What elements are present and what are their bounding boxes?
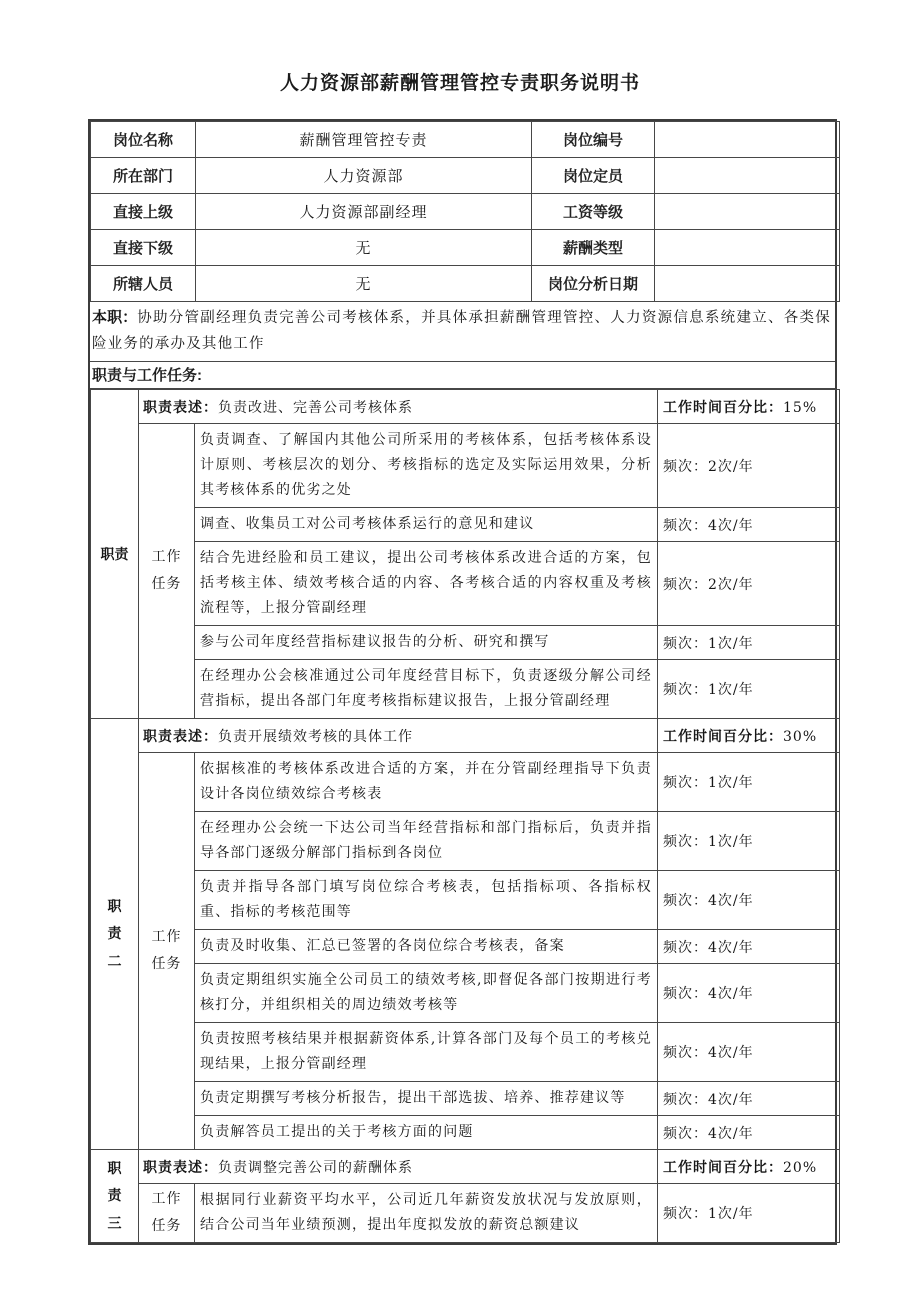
info-value-staff-managed: 无 <box>196 266 532 302</box>
duty3-task-row <box>91 1184 840 1243</box>
duty2-desc-text: 负责开展绩效考核的具体工作 <box>218 728 413 745</box>
info-label-direct-subordinate: 直接下级 <box>91 230 196 266</box>
task-freq-cell <box>658 812 840 871</box>
info-label-wage-grade: 工资等级 <box>532 194 655 230</box>
freq-label: 频次： <box>663 834 708 850</box>
work-task-label: 工作任务 <box>151 549 182 592</box>
freq-value: 4次/年 <box>708 1045 754 1061</box>
task-text: 负责定期组织实施全公司员工的绩效考核,即督促各部门按期进行考核打分，并组织相关的周边绩效考核等 <box>195 964 658 1023</box>
table-row <box>91 158 840 194</box>
time-pct-label: 工作时间百分比： <box>663 1159 783 1176</box>
duty1-desc-cell <box>139 390 658 424</box>
info-value-headcount <box>655 158 840 194</box>
info-value-department: 人力资源部 <box>196 158 532 194</box>
task-freq-cell <box>658 660 840 719</box>
task-text: 调查、收集员工对公司考核体系运行的意见和建议 <box>195 508 658 542</box>
task-text: 结合先进经脸和员工建议，提出公司考核体系改进合适的方案，包括考核主体、绩效考核合适的内容、各考核合适的内容权重及考核流程等，上报分管副经理 <box>195 542 658 626</box>
main-duty-text: 协助分管副经理负责完善公司考核体系，并具体承担薪酬管理管控、人力资源信息系统建立、各类保险业务的承办及其他工作 <box>92 310 831 352</box>
freq-value: 1次/年 <box>708 775 754 791</box>
freq-value: 2次/年 <box>708 576 754 593</box>
duty2-task-row <box>91 871 840 930</box>
info-value-analysis-date <box>655 266 840 302</box>
duty3-work-task-cell <box>139 1184 195 1243</box>
info-label-salary-type: 薪酬类型 <box>532 230 655 266</box>
freq-label: 频次： <box>663 517 708 534</box>
task-text: 依据核准的考核体系改进合适的方案，并在分管副经理指导下负责设计各岗位绩效综合考核表 <box>195 753 658 812</box>
duty3-time-pct-cell <box>658 1150 840 1184</box>
duty2-name <box>91 719 139 1150</box>
duty2-name-text: 职责二 <box>107 898 122 969</box>
task-text: 负责解答员工提出的关于考核方面的问题 <box>195 1116 658 1150</box>
freq-value: 4次/年 <box>708 517 754 534</box>
freq-label: 频次： <box>663 1125 708 1142</box>
task-freq-cell <box>658 1082 840 1116</box>
duty1-task-row <box>91 626 840 660</box>
duty2-task-row <box>91 812 840 871</box>
info-value-direct-superior: 人力资源部副经理 <box>196 194 532 230</box>
page-title: 人力资源部薪酬管理管控专责职务说明书 <box>279 72 640 94</box>
duty1-time-pct-cell <box>658 390 840 424</box>
task-text: 参与公司年度经营指标建议报告的分析、研究和撰写 <box>195 626 658 660</box>
duty3-desc-row <box>91 1150 840 1184</box>
duty3-time-pct-value: 20% <box>783 1159 818 1176</box>
freq-label: 频次： <box>663 635 708 652</box>
freq-label: 频次： <box>663 939 708 956</box>
duty-desc-label: 职责表述： <box>143 1159 218 1176</box>
freq-value: 4次/年 <box>708 1091 754 1108</box>
task-text: 负责并指导各部门填写岗位综合考核表，包括指标项、各指标权重、指标的考核范围等 <box>195 871 658 930</box>
freq-label: 频次： <box>663 682 708 698</box>
duty1-desc-row <box>91 390 840 424</box>
task-freq-cell <box>658 871 840 930</box>
freq-label: 频次： <box>663 576 708 593</box>
freq-label: 频次： <box>663 893 708 909</box>
task-freq-cell <box>658 964 840 1023</box>
info-value-position-name: 薪酬管理管控专责 <box>196 122 532 158</box>
duty2-desc-cell <box>139 719 658 753</box>
main-duty-label: 本职： <box>92 309 138 326</box>
task-freq-cell <box>658 930 840 964</box>
freq-value: 4次/年 <box>708 1125 754 1142</box>
duties-table <box>90 389 840 1243</box>
duty-desc-label: 职责表述： <box>143 399 218 416</box>
duty2-task-row <box>91 1082 840 1116</box>
task-text: 负责定期撰写考核分析报告，提出干部选拔、培养、推荐建议等 <box>195 1082 658 1116</box>
duty1-task-row <box>91 542 840 626</box>
info-value-position-number <box>655 122 840 158</box>
work-task-label: 工作任务 <box>151 1191 182 1234</box>
duty2-task-row <box>91 930 840 964</box>
freq-value: 4次/年 <box>708 893 754 909</box>
duty2-work-task-cell <box>139 753 195 1150</box>
duty1-task-row <box>91 424 840 508</box>
info-value-direct-subordinate: 无 <box>196 230 532 266</box>
section-heading: 职责与工作任务: <box>90 362 835 389</box>
table-row <box>91 230 840 266</box>
freq-value: 1次/年 <box>708 1206 754 1222</box>
freq-value: 1次/年 <box>708 834 754 850</box>
duty-desc-label: 职责表述： <box>143 728 218 745</box>
freq-label: 频次： <box>663 1091 708 1108</box>
info-value-wage-grade <box>655 194 840 230</box>
task-text: 在经理办公会统一下达公司当年经营指标和部门指标后，负责并指导各部门逐级分解部门指标到各岗位 <box>195 812 658 871</box>
job-description-table <box>88 119 837 1245</box>
freq-label: 频次： <box>663 458 708 475</box>
info-value-salary-type <box>655 230 840 266</box>
duty2-time-pct-cell <box>658 719 840 753</box>
task-text: 根据同行业薪资平均水平，公司近几年薪资发放状况与发放原则，结合公司当年业绩预测，提出年度拟发放的薪资总额建议 <box>195 1184 658 1243</box>
duty3-desc-cell <box>139 1150 658 1184</box>
duty2-desc-row <box>91 719 840 753</box>
duty1-task-row <box>91 660 840 719</box>
time-pct-label: 工作时间百分比： <box>663 399 783 416</box>
duty3-name-text: 职责三 <box>107 1160 122 1231</box>
time-pct-label: 工作时间百分比： <box>663 728 783 745</box>
duty1-name-text: 职责 <box>100 546 129 562</box>
info-label-headcount: 岗位定员 <box>532 158 655 194</box>
duty2-time-pct-value: 30% <box>783 728 818 745</box>
duty1-name <box>91 390 139 719</box>
task-freq-cell <box>658 753 840 812</box>
task-freq-cell <box>658 1023 840 1082</box>
position-info-table <box>90 121 840 302</box>
freq-value: 1次/年 <box>708 635 754 652</box>
work-task-label: 工作任务 <box>151 929 182 972</box>
freq-value: 1次/年 <box>708 682 754 698</box>
duty3-name <box>91 1150 139 1243</box>
task-text: 负责按照考核结果并根据薪资体系,计算各部门及每个员工的考核兑现结果，上报分管副经理 <box>195 1023 658 1082</box>
info-label-staff-managed: 所辖人员 <box>91 266 196 302</box>
info-label-direct-superior: 直接上级 <box>91 194 196 230</box>
duty1-task-row <box>91 508 840 542</box>
duty1-desc-text: 负责改进、完善公司考核体系 <box>218 399 413 416</box>
duty2-task-row <box>91 1116 840 1150</box>
info-label-position-name: 岗位名称 <box>91 122 196 158</box>
task-text: 负责调查、了解国内其他公司所采用的考核体系，包括考核体系设计原则、考核层次的划分、考核指标的选定及实际运用效果，分析其考核体系的优劣之处 <box>195 424 658 508</box>
freq-value: 4次/年 <box>708 986 754 1002</box>
task-freq-cell <box>658 1116 840 1150</box>
task-text: 在经理办公会核准通过公司年度经营目标下，负责逐级分解公司经营指标，提出各部门年度考核指标建议报告，上报分管副经理 <box>195 660 658 719</box>
freq-label: 频次： <box>663 775 708 791</box>
task-freq-cell <box>658 1184 840 1243</box>
task-freq-cell <box>658 508 840 542</box>
freq-label: 频次： <box>663 1206 708 1222</box>
freq-label: 频次： <box>663 986 708 1002</box>
table-row <box>91 194 840 230</box>
freq-value: 4次/年 <box>708 939 754 956</box>
duty1-time-pct-value: 15% <box>783 399 818 416</box>
info-label-analysis-date: 岗位分析日期 <box>532 266 655 302</box>
freq-label: 频次： <box>663 1045 708 1061</box>
task-freq-cell <box>658 626 840 660</box>
task-freq-cell <box>658 542 840 626</box>
table-row <box>91 122 840 158</box>
info-label-position-number: 岗位编号 <box>532 122 655 158</box>
task-text: 负责及时收集、汇总已签署的各岗位综合考核表，备案 <box>195 930 658 964</box>
info-label-department: 所在部门 <box>91 158 196 194</box>
duty2-task-row <box>91 1023 840 1082</box>
duty2-task-row <box>91 753 840 812</box>
duty1-work-task-cell <box>139 424 195 719</box>
duty3-desc-text: 负责调整完善公司的薪酬体系 <box>218 1159 413 1176</box>
table-row <box>91 266 840 302</box>
main-duty-row <box>90 302 835 362</box>
freq-value: 2次/年 <box>708 458 754 475</box>
duty2-task-row <box>91 964 840 1023</box>
task-freq-cell <box>658 424 840 508</box>
